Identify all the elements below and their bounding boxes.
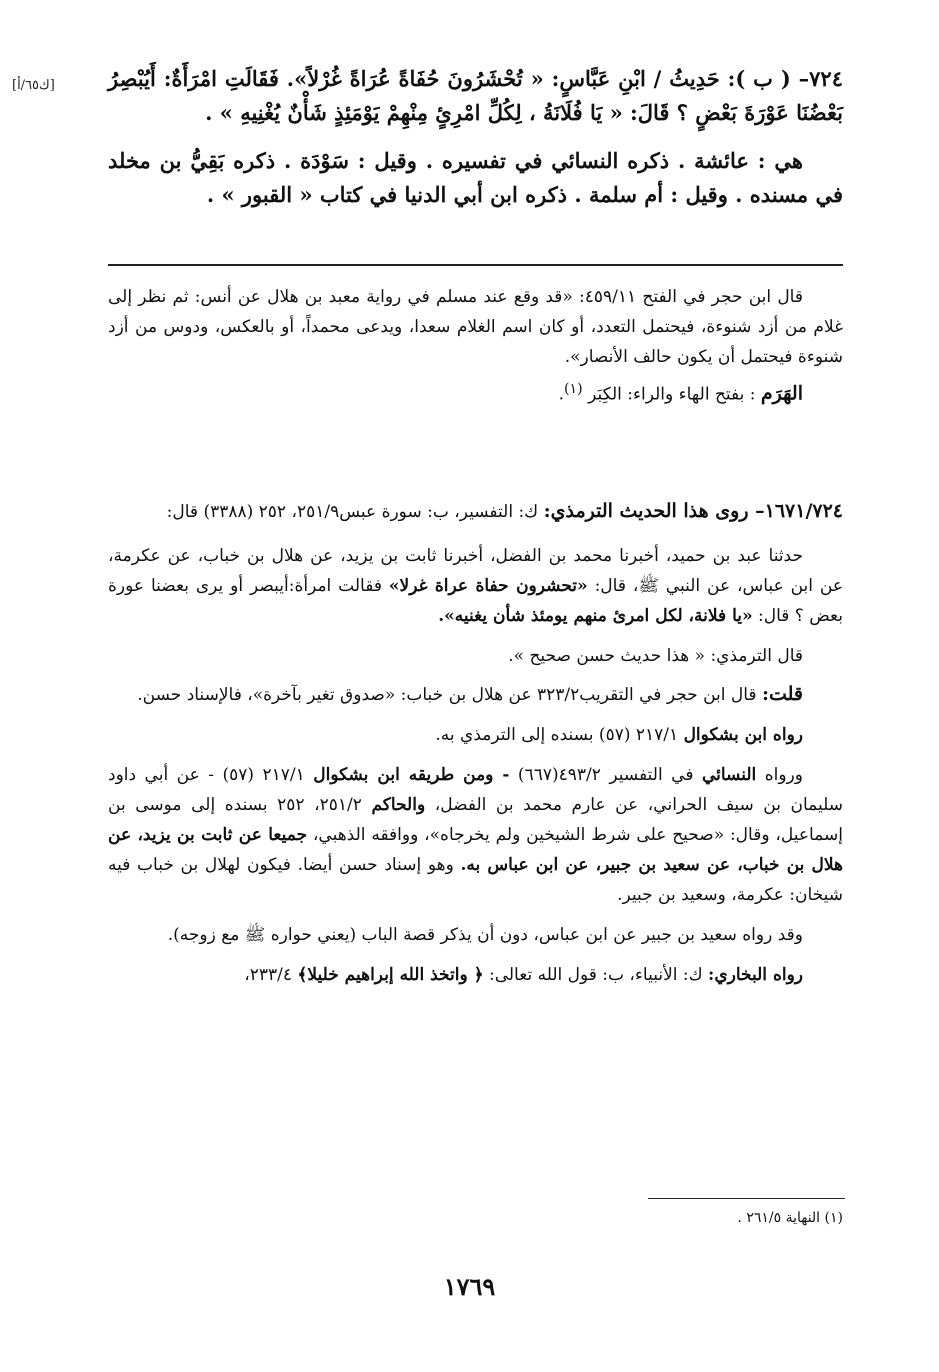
quran-quote: ﴿ واتخذ الله إبراهيم خليلا﴾: [297, 965, 484, 985]
hadith-quote-2: «يا فلانة، لكل امرئ منهم يومئذ شأن يغنيه».: [438, 606, 753, 626]
margin-reference: [ك٦٥/أ]: [12, 78, 55, 93]
gloss-term: الهَرَم: [760, 382, 803, 405]
author-comment-text: قال ابن حجر في التقريب٣٢٣/٢ عن هلال بن خباب: «صدوق تغير بآخرة»، فالإسناد حسن.: [137, 685, 762, 705]
nasai-text-h: جميعا عن ثابت بن يزيد، عن هلال بن خباب، عن سعيد بن جبير، عن ابن عباس به.: [108, 825, 844, 875]
nasai-text-a: ورواه: [756, 765, 803, 785]
ibn-bashkuwal-paragraph: [108, 720, 843, 750]
author-comment: [108, 679, 843, 710]
previous-note: [108, 282, 843, 410]
bukhari-head: رواه البخاري:: [708, 965, 803, 985]
hadith-paragraph: ٧٢٤– ( ب ): حَدِيثُ / ابْنِ عَبَّاسٍ: « تُحْشَرُونَ حُفَاةً عُرَاةً غُرْلاً». فَقَالَتِ امْرَأَةٌ: أَيُبْصِرُ بَعْضُنَا عَوْرَةَ بَعْضٍ ؟ قَالَ: « يَا فُلَانَةُ ، لِكُلِّ امْرِئٍ مِنْهِمْ يَوْمَئِذٍ شَأْنٌ يُغْنِيهِ » .: [108, 66, 843, 125]
footnote-marker: (١): [564, 381, 583, 397]
bukhari-ref: ٢٣٣/٤،: [244, 965, 298, 985]
ibn-bashkuwal-text: ٢١٧/١ (٥٧) بسنده إلى الترمذي به.: [435, 725, 684, 745]
commentary-paragraph: هي : عائشة . ذكره النسائي في تفسيره . وقيل : سَوْدَة . ذكره بَقِيُّ بن مخلد في مسنده . وقيل : أم سلمة . ذكره ابن أبي الدنيا في كتاب « القبور » .: [108, 148, 843, 207]
hakim-name: والحاكم: [371, 795, 426, 815]
nasai-name: النسائي: [701, 765, 757, 785]
tirmidhi-verdict: قال الترمذي: « هذا حديث حسن صحيح ».: [508, 646, 803, 666]
previous-note-paragraph: قال ابن حجر في الفتح ٤٥٩/١١: «قد وقع عند مسلم في رواية معبد بن هلال عن أنس: ثم نظر إلى غلام من أزد شنوءة، فيحتمل التعدد، أو كان اسم الغلام سعدا، ويدعى محمداً، أو بالعكس، ودوس من أزد شنوءة فيحتمل أن يكون حالف الأنصار».: [108, 287, 843, 367]
hadith-quote-1: «تحشرون حفاة عراة غرلا»: [388, 576, 588, 596]
ibn-bashkuwal-head: رواه ابن بشكوال: [683, 725, 803, 745]
isnad-text-2: فقالت امرأة:أيبصر أو يرى بعضنا عورة بعض ؟ قال:: [108, 576, 843, 626]
takhrij-number: ١٦٧١/٧٢٤– روى هذا الحديث الترمذي:: [543, 500, 843, 522]
bukhari-paragraph: [108, 960, 843, 990]
takhrij-intro: [108, 496, 843, 527]
ibn-jubayr-paragraph: وقد رواه سعيد بن جبير عن ابن عباس، دون أن يذكر قصة الباب (يعني حواره ﷺ مع زوجه).: [167, 925, 803, 945]
takhrij-source: ك: التفسير، ب: سورة عبس٢٥١/٩، ٢٥٢ (٣٣٨٨) قال:: [166, 502, 544, 522]
main-text: [108, 62, 843, 212]
gloss-end: .: [558, 384, 565, 405]
takhrij-notes: [108, 496, 843, 990]
isnad-text: حدثنا عبد بن حميد، أخبرنا محمد بن الفضل، أخبرنا ثابت بن يزيد، عن هلال بن خباب، عن عكرمة، عن ابن عباس، عن النبي ﷺ، قال:: [108, 546, 843, 596]
nasai-text-d: - ومن طريقه ابن بشكوال: [313, 765, 510, 785]
page-number: ١٧٦٩: [443, 1272, 496, 1301]
nasai-paragraph: [108, 760, 843, 910]
footnote: (١) النهاية ٢٦١/٥ .: [737, 1210, 843, 1226]
bukhari-text: ك: الأنبياء، ب: قول الله تعالى:: [483, 965, 709, 985]
nasai-text-g: ٢٥١/٢، ٢٥٢ بسنده إلى موسى بن إسماعيل، وقال: «صحيح على شرط الشيخين ولم يخرجاه»، ووافقه الذهبي،: [108, 795, 843, 845]
main-divider: [108, 264, 843, 266]
nasai-text-e: ٢١٧/١ (٥٧) - عن أبي داود سليمان بن سيف الحراني، عن عارم محمد بن الفضل،: [108, 765, 844, 815]
gloss-text: : بفتح الهاء والراء: الكِبَر: [582, 384, 761, 405]
isnad-paragraph: [108, 541, 843, 631]
footnote-divider: [648, 1198, 845, 1199]
gloss-paragraph: [108, 374, 843, 410]
nasai-text-c: في التفسير ٤٩٣/٢(٦٦٧): [509, 765, 702, 785]
author-comment-head: قلت:: [761, 683, 803, 705]
nasai-text-i: وهو إسناد حسن أيضا. فيكون لهلال بن خباب فيه شيخان: عكرمة، وسعيد بن جبير.: [108, 855, 843, 905]
